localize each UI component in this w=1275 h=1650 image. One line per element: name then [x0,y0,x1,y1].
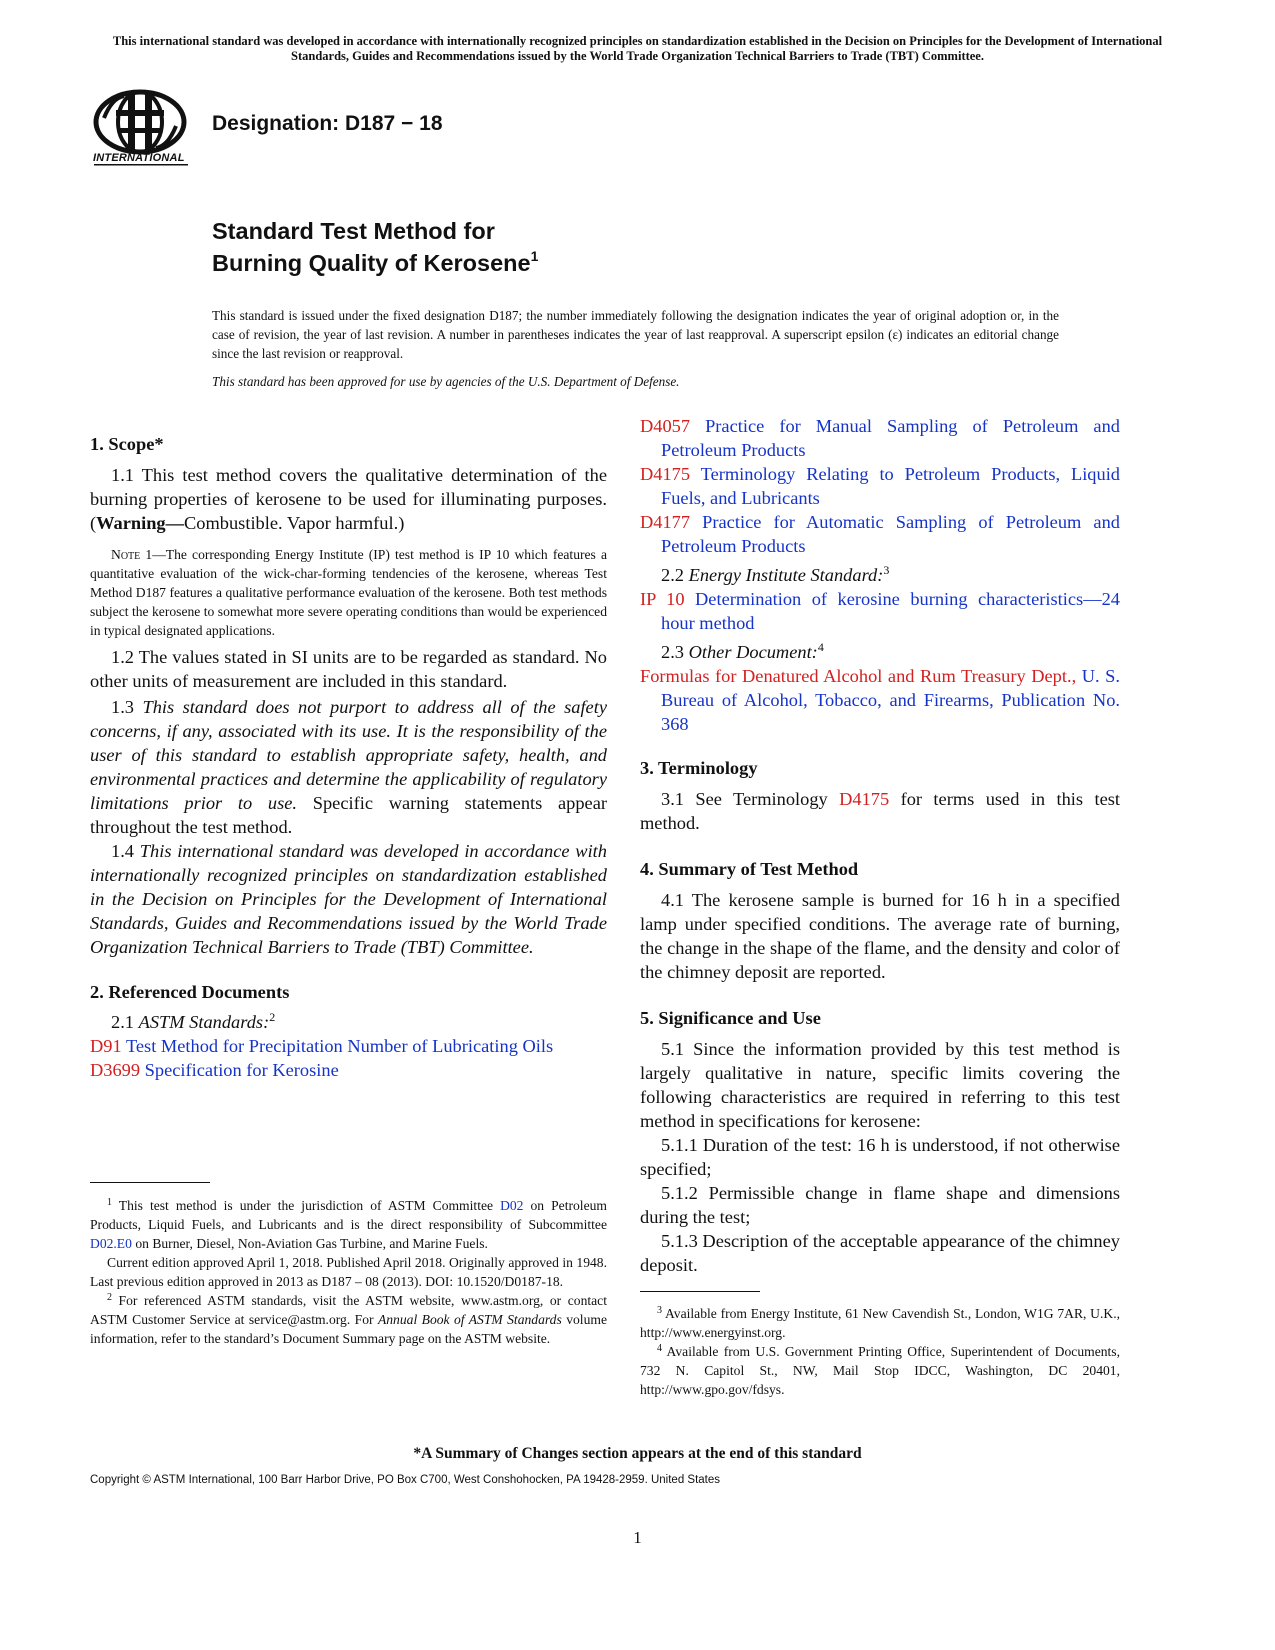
reference-d3699[interactable] [90,1058,607,1082]
paragraph-2-2 [640,563,1120,587]
footnote-2 [90,1291,607,1348]
reference-d4057[interactable] [640,414,1120,462]
footnote-divider [90,1182,210,1183]
reference-d4175[interactable] [640,462,1120,510]
reference-title[interactable]: Determination of kerosine burning characteristics—24 hour method [661,589,1120,633]
paragraph-5-1-2: 5.1.2 Permissible change in flame shape and dimensions during the test; [640,1183,1120,1227]
paragraph-2-1-label: ASTM Standards: [138,1012,270,1032]
paragraph-2-2-label: Energy Institute Standard: [688,565,884,585]
note-1-text: —The corresponding Energy Institute (IP) test method is IP 10 which features a quantitative evaluation of the wick-char-forming tendencies of the kerosene, whereas Test Method D187 features a qualitative performance evaluation of the kerosene. Both test methods subject the kerosene to somewhat more severe operating conditions than would be experienced in typical designated applications. [90,547,607,638]
paragraph-3-1 [640,787,1120,835]
reference-id[interactable]: D4177 [640,512,691,532]
footnote-3 [640,1304,1120,1342]
footnote-marker-4: 4 [817,640,824,654]
title-footnote-marker: 1 [530,248,539,264]
footnote-3-text: Available from Energy Institute, 61 New Cavendish St., London, W1G 7AR, U.K., http://www.energyinst.org. [640,1306,1120,1340]
summary-of-changes-notice: *A Summary of Changes section appears at the end of this standard [413,1445,862,1462]
footnote-divider [640,1291,760,1292]
subcommittee-link[interactable]: D02.E0 [90,1236,132,1251]
section-heading-summary: 4. Summary of Test Method [640,859,859,879]
footnote-2-tail: volume information, refer to the standard’s Document Summary page on the ASTM website. [90,1312,607,1346]
dod-notice: This standard has been approved for use by agencies of the U.S. Department of Defense. [212,374,680,389]
footnote-1-text: This test method is under the jurisdiction of ASTM Committee [112,1198,501,1213]
designation: Designation: D187 − 18 [212,112,443,135]
paragraph-5-1-3: 5.1.3 Description of the acceptable appearance of the chimney deposit. [640,1231,1120,1275]
wto-notice: This international standard was developed in accordance with internationally recognized principles on standardization established in the Decision on Principles for the Development of International Standards, Guides and Recommendations issued by the World Trade Organization Technical Barriers to Trade (TBT) Committee. [112,34,1163,63]
footnote-marker-2: 2 [269,1010,276,1024]
reference-title[interactable]: Practice for Manual Sampling of Petroleum and Petroleum Products [661,416,1120,460]
paragraph-3-1-text: 3.1 See Terminology [661,789,840,809]
section-heading-terminology: 3. Terminology [640,758,758,778]
reference-d4177[interactable] [640,510,1120,558]
footnote-2-italic: Annual Book of ASTM Standards [377,1312,562,1327]
reference-id[interactable]: D4175 [640,464,691,484]
reference-title[interactable]: Test Method for Precipitation Number of Lubricating Oils [125,1036,554,1056]
copyright: Copyright © ASTM International, 100 Barr Harbor Drive, PO Box C700, West Conshohocken, PA 19428-2959. United States [90,1474,721,1486]
paragraph-3-1-tail: for terms used in this test method. [640,789,1120,833]
footnote-1-text-2: on Petroleum Products, Liquid Fuels, and Lubricants and is the direct responsibility of Subcommittee [90,1198,607,1232]
title-line-1: Standard Test Method for [212,218,495,244]
reference-id[interactable]: IP 10 [640,589,685,609]
page-number: 1 [633,1528,642,1547]
title-line-2 [212,247,538,279]
reference-title[interactable]: Terminology Relating to Petroleum Products, Liquid Fuels, and Lubricants [661,464,1121,508]
right-column [640,414,1120,1277]
section-heading-referenced-documents: 2. Referenced Documents [90,982,290,1002]
footnote-marker-3: 3 [883,563,890,577]
right-footnotes [640,1304,1120,1399]
paragraph-1-4-number: 1.4 [111,841,140,861]
reference-title[interactable]: Specification for Kerosine [144,1060,339,1080]
paragraph-1-2: 1.2 The values stated in SI units are to be regarded as standard. No other units of measurement are included in this standard. [90,647,607,691]
section-heading-scope: 1. Scope* [90,434,164,454]
footnote-2-text: For referenced ASTM standards, visit the ASTM website, www.astm.org, or contact ASTM Customer Service at service@astm.org. For [90,1293,607,1327]
footnote-4-text: Available from U.S. Government Printing Office, Superintendent of Documents, 732 N. Capitol St., NW, Mail Stop IDCC, Washington, DC 20401, http://www.gpo.gov/fdsys. [640,1344,1120,1397]
warning-label: Warning— [96,513,185,533]
astm-logo [90,88,190,174]
paragraph-1-3-number: 1.3 [111,697,143,717]
paragraph-1-1-text: 1.1 This test method covers the qualitative determination of the burning properties of kerosene to be used for illuminating purposes. ( [90,465,607,533]
paragraph-1-1 [90,463,607,535]
paragraph-1-4-italic: This international standard was developed in accordance with internationally recognized principles on standardization established in the Decision on Principles for the Development of International Standards, Guides and Recommendations issued by the World Trade Organization Technical Barriers to Trade (TBT) Committee. [90,841,607,957]
paragraph-2-3 [640,640,1120,664]
paragraph-2-3-number: 2.3 [661,642,689,662]
terminology-link[interactable]: D4175 [839,789,890,809]
reference-id[interactable]: D4057 [640,416,691,436]
footnote-2-marker: 2 [107,1292,112,1303]
reference-title[interactable]: U. S. Bureau of Alcohol, Tobacco, and Firearms, Publication No. 368 [661,666,1120,734]
paragraph-4-1: 4.1 The kerosene sample is burned for 16 h in a specified lamp under specified conditions. The average rate of burning, the change in the shape of the flame, and the density and color of the chimney deposit are reported. [640,890,1120,982]
paragraph-1-3-tail: Specific warning statements appear throughout the test method. [90,793,607,837]
paragraph-2-1-number: 2.1 [111,1012,139,1032]
paragraph-5-1: 5.1 Since the information provided by this test method is largely qualitative in nature, specific limits covering the following characteristics are required in referring to this test method in specifications for kerosene: [640,1039,1120,1131]
paragraph-1-3-italic: This standard does not purport to address all of the safety concerns, if any, associated with its use. It is the responsibility of the user of this standard to establish appropriate safety, health, and environmental practices and determine the applicability of regulatory limitations prior to use. [90,697,607,813]
logo-text: INTERNATIONAL [93,152,185,164]
issuance-notice: This standard is issued under the fixed designation D187; the number immediately following the designation indicates the year of original adoption or, in the case of revision, the year of last revision. A number in parentheses indicates the year of last reapproval. A superscript epsilon (ε) indicates an editorial change since the last revision or reapproval. [212,308,1059,361]
footnote-3-marker: 3 [657,1305,662,1316]
footnote-1-text-3: on Burner, Diesel, Non-Aviation Gas Turbine, and Marine Fuels. [131,1236,488,1251]
title-line-2-text: Burning Quality of Kerosene [212,250,531,276]
paragraph-1-3 [90,695,607,839]
reference-id[interactable]: Formulas for Denatured Alcohol and Rum Treasury Dept., [640,666,1077,686]
footnote-1-edition: Current edition approved April 1, 2018. Published April 2018. Originally approved in 1948. Last previous edition approved in 2013 as D187 – 08 (2013). DOI: 10.1520/D0187-18. [90,1255,607,1289]
left-column [90,432,607,1082]
footnote-1-marker: 1 [107,1197,112,1208]
reference-formulas[interactable] [640,664,1120,736]
reference-title[interactable]: Practice for Automatic Sampling of Petroleum and Petroleum Products [661,512,1120,556]
paragraph-1-4 [90,839,607,959]
page-title [212,215,538,279]
reference-ip10[interactable] [640,587,1120,635]
note-1 [90,545,607,640]
reference-d91[interactable] [90,1034,607,1058]
footnote-4 [640,1342,1120,1399]
left-footnotes [90,1196,607,1348]
committee-link[interactable]: D02 [500,1198,524,1213]
paragraph-5-1-1: 5.1.1 Duration of the test: 16 h is understood, if not otherwise specified; [640,1135,1120,1179]
reference-id[interactable]: D91 [90,1036,122,1056]
paragraph-1-1-tail: Combustible. Vapor harmful.) [184,513,405,533]
paragraph-2-3-label: Other Document: [688,642,818,662]
paragraph-2-1 [90,1010,607,1034]
footnote-4-marker: 4 [657,1343,662,1354]
section-heading-significance: 5. Significance and Use [640,1008,821,1028]
paragraph-2-2-number: 2.2 [661,565,689,585]
footnote-1 [90,1196,607,1253]
note-1-label: Note 1 [111,547,153,562]
reference-id[interactable]: D3699 [90,1060,141,1080]
